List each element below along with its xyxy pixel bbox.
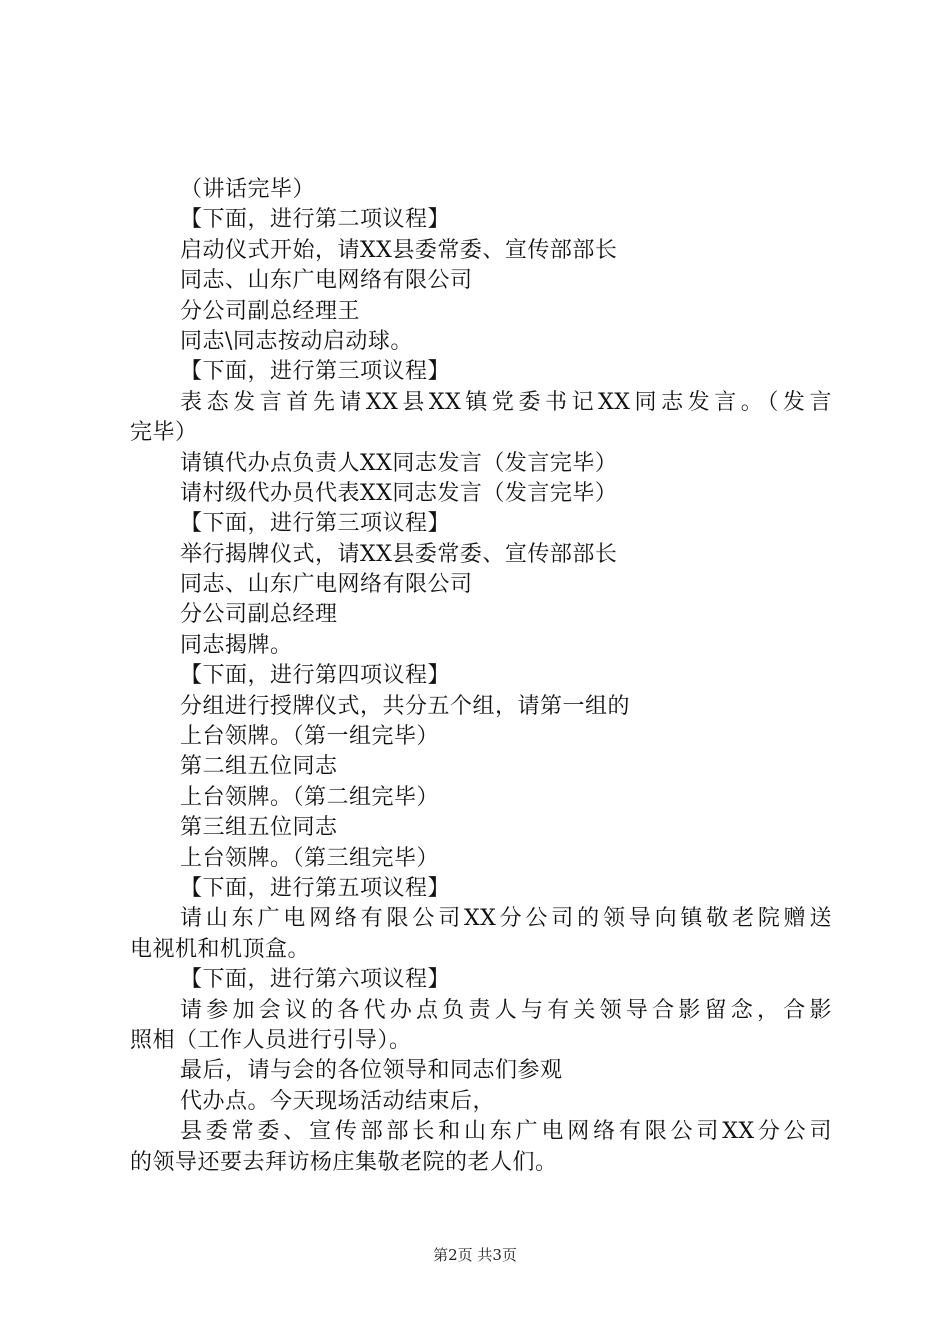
text-line: 同志\同志按动启动球。 [180, 328, 413, 354]
text-line: 第三组五位同志 [180, 815, 338, 841]
text-line: 上台领牌。（第三组完毕） [180, 845, 440, 871]
text-line: 【下面，进行第六项议程】 [180, 967, 451, 993]
text-line: 【下面，进行第三项议程】 [180, 359, 451, 385]
text-line: 请参加会议的各代办点负责人与有关领导合影留念，合影 [180, 997, 832, 1023]
text-line: 完毕） [130, 420, 198, 446]
text-line: （讲话完毕） [180, 177, 316, 202]
text-line: 分公司副总经理王 [180, 298, 361, 324]
text-line: 电视机和机顶盒。 [130, 936, 311, 962]
text-line: 【下面，进行第五项议程】 [180, 875, 451, 901]
text-line: 分组进行授牌仪式，共分五个组，请第一组的 [180, 693, 631, 719]
text-line: 最后，请与会的各位领导和同志们参观 [180, 1058, 563, 1084]
text-line: 上台领牌。（第一组完毕） [180, 724, 440, 750]
text-line: 县委常委、宣传部部长和山东广电网络有限公司XX分公司 [180, 1119, 832, 1145]
text-line: 分公司副总经理 [180, 602, 338, 628]
text-line: 请山东广电网络有限公司XX分公司的领导向镇敬老院赠送 [180, 906, 832, 932]
text-line: 照相（工作人员进行引导）。 [130, 1027, 412, 1053]
text-line: 的领导还要去拜访杨庄集敬老院的老人们。 [130, 1149, 558, 1175]
text-line: 举行揭牌仪式，请XX县委常委、宣传部部长 [180, 541, 618, 567]
text-line: 同志、山东广电网络有限公司 [180, 572, 473, 598]
text-line: 请村级代办员代表XX同志发言（发言完毕） [180, 480, 618, 506]
text-line: 【下面，进行第二项议程】 [180, 207, 451, 233]
text-line: 同志、山东广电网络有限公司 [180, 268, 473, 294]
text-line: 【下面，进行第三项议程】 [180, 511, 451, 537]
text-line: 启动仪式开始，请XX县委常委、宣传部部长 [180, 237, 618, 263]
text-line: 同志揭牌。 [180, 632, 293, 658]
page-footer: 第2页 共3页 [433, 1246, 517, 1264]
text-line: 请镇代办点负责人XX同志发言（发言完毕） [180, 450, 618, 476]
text-line: 表态发言首先请XX县XX镇党委书记XX同志发言。（发言 [180, 389, 832, 415]
text-line: 代办点。今天现场活动结束后， [180, 1088, 496, 1114]
text-line: 第二组五位同志 [180, 754, 338, 780]
document-body [130, 175, 832, 1178]
text-line: 【下面，进行第四项议程】 [180, 663, 451, 689]
text-line: 上台领牌。（第二组完毕） [180, 784, 440, 810]
